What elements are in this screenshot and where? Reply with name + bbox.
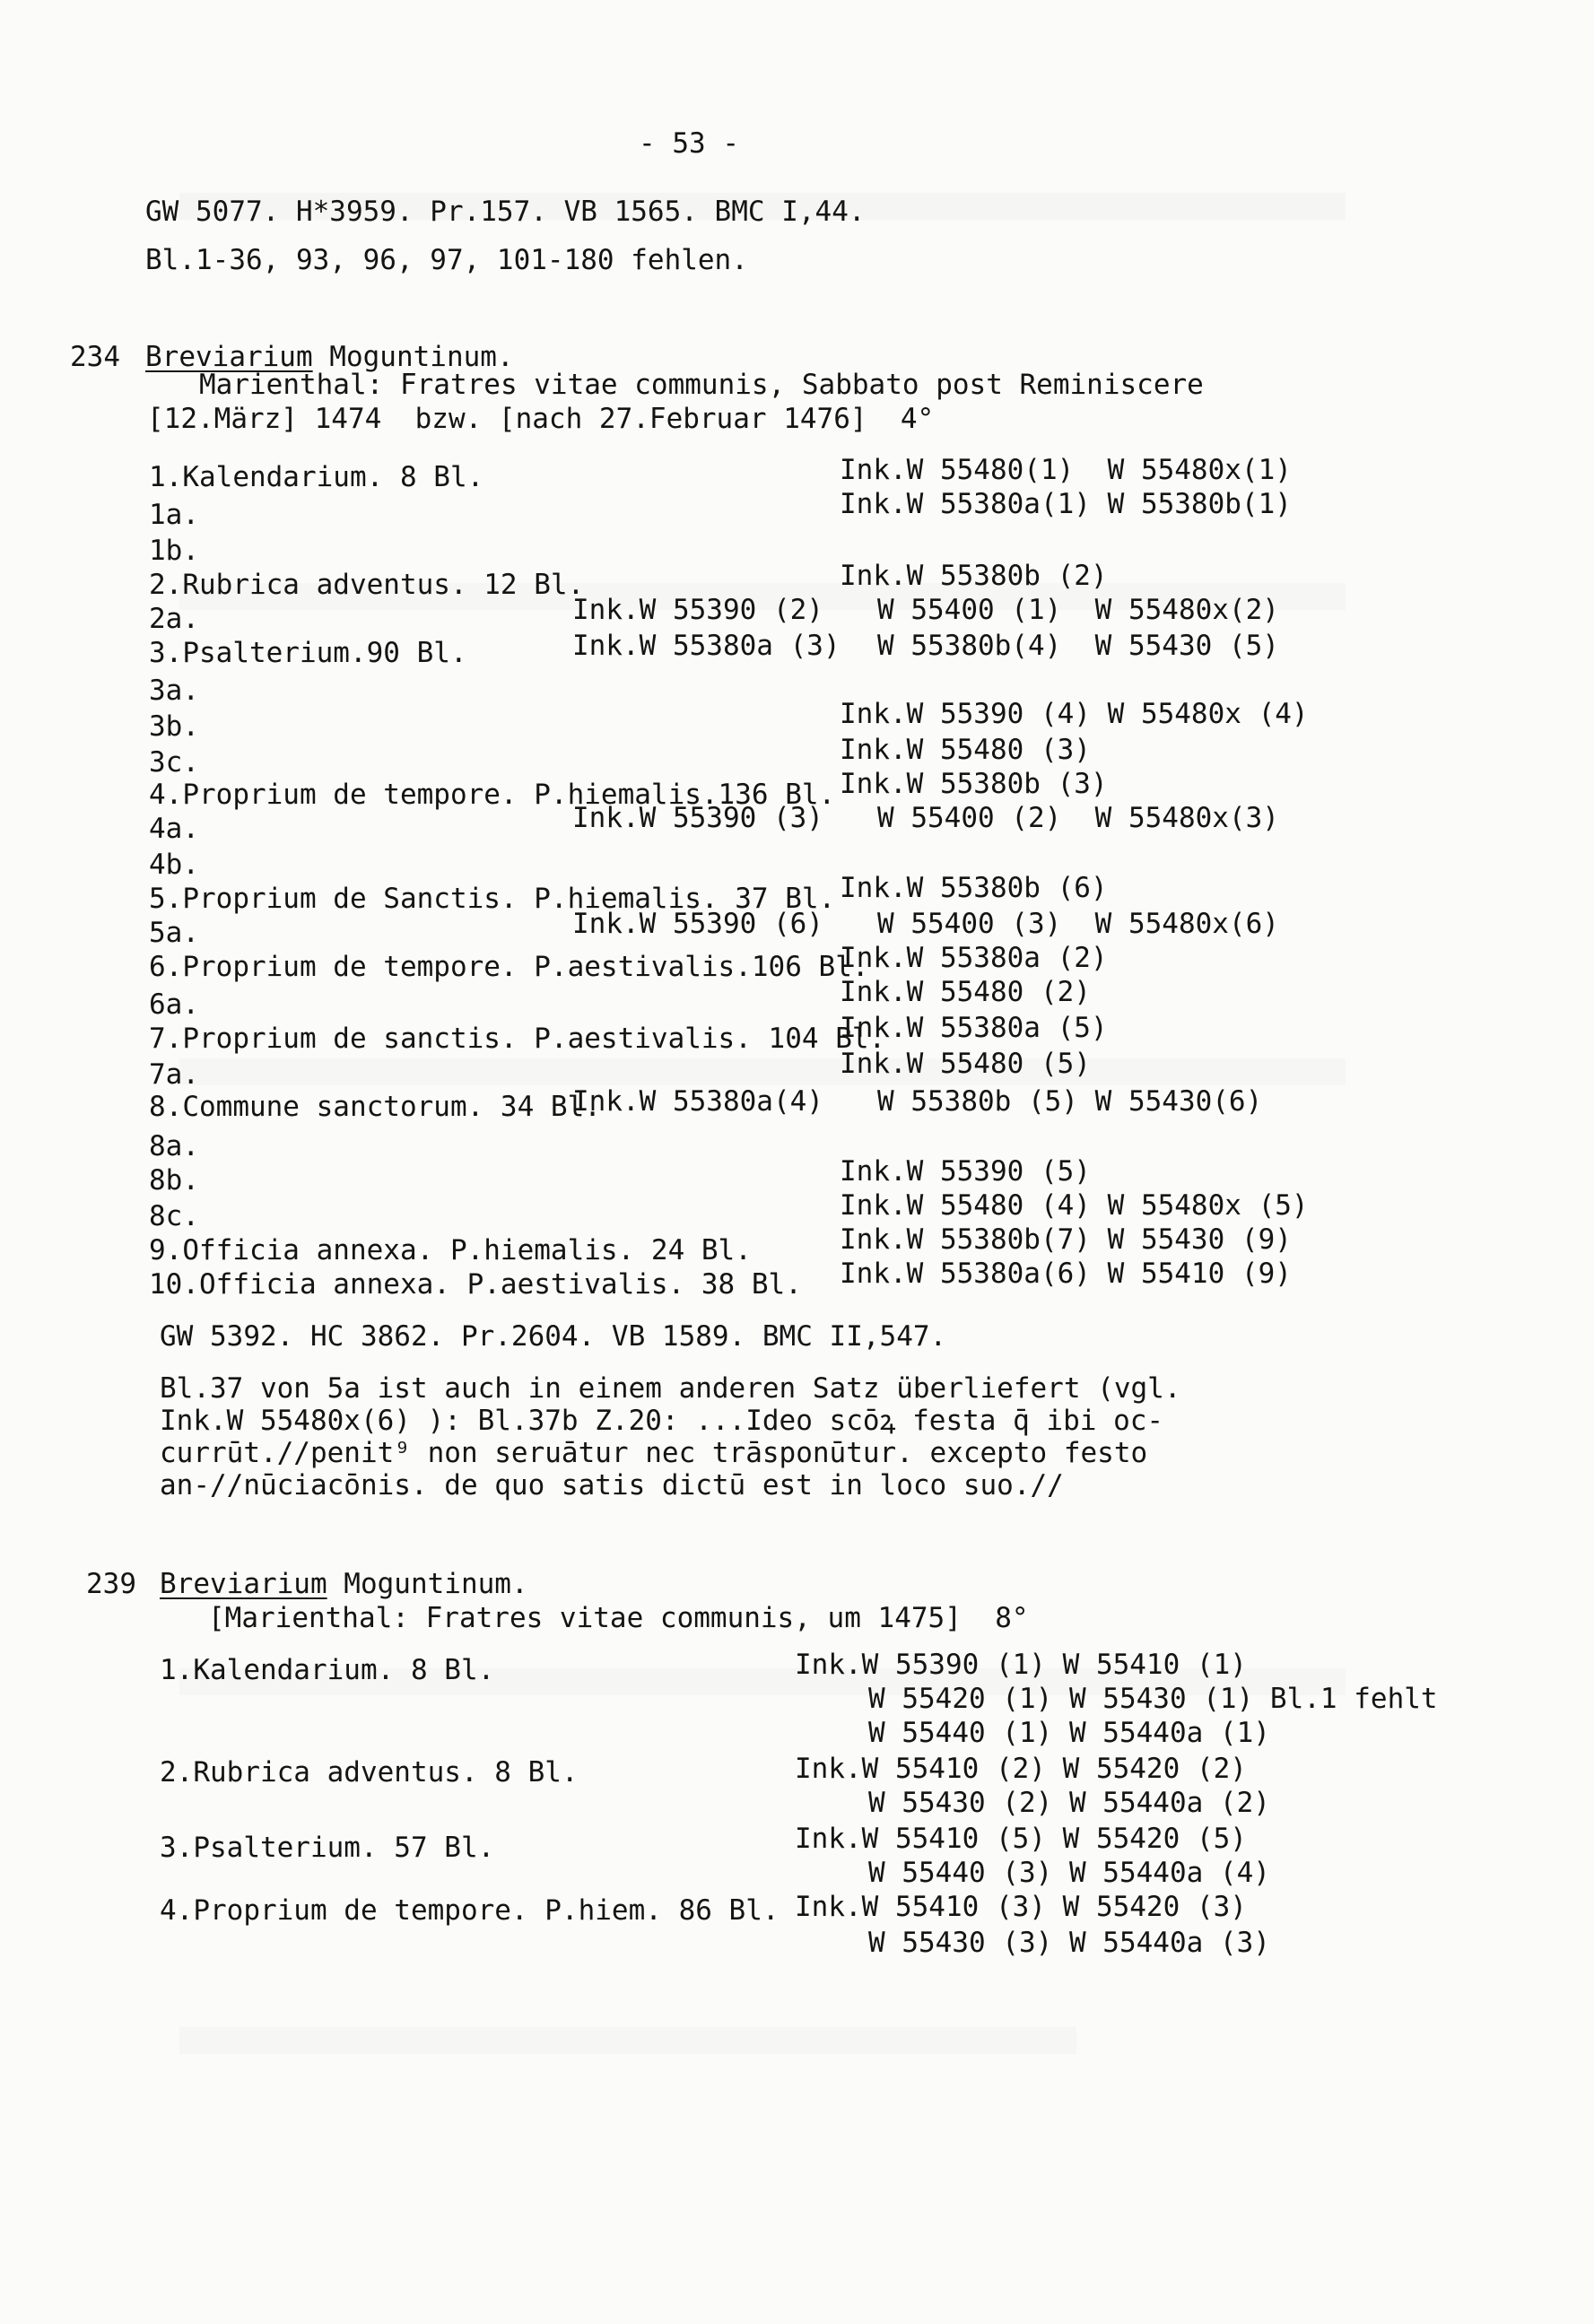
header-refs: GW 5077. H*3959. Pr.157. VB 1565. BMC I,44. bbox=[145, 196, 866, 228]
copy-list: W 55430 (3) W 55440a (3) bbox=[868, 1927, 1270, 1959]
copy-list-mid: Ink.W 55380a(4) bbox=[572, 1085, 823, 1118]
header-missing-leaves: Bl.1-36, 93, 96, 97, 101-180 fehlen. bbox=[145, 244, 748, 276]
copy-list: W 55440 (1) W 55440a (1) bbox=[868, 1717, 1270, 1749]
part-label: 4.Proprium de tempore. P.hiem. 86 Bl. bbox=[160, 1894, 780, 1927]
copy-list: W 55430 (2) W 55440a (2) bbox=[868, 1787, 1270, 1819]
copy-list: W 55400 (2) W 55480x(3) bbox=[877, 802, 1279, 834]
copy-list: Ink.W 55380b (2) bbox=[840, 560, 1108, 592]
entry-imprint-2: [12.März] 1474 bzw. [nach 27.Februar 1476] 4° bbox=[147, 403, 935, 435]
note-line: an-//nūciacōnis. de quo satis dictū est in loco suo.// bbox=[160, 1469, 1064, 1501]
copy-list: Ink.W 55380a(6) W 55410 (9) bbox=[840, 1258, 1292, 1290]
copy-list: Ink.W 55380b (6) bbox=[840, 872, 1108, 904]
entry-title: Breviarium bbox=[145, 341, 313, 373]
part-label: 2.Rubrica adventus. 8 Bl. bbox=[160, 1756, 579, 1789]
part-label: 6.Proprium de tempore. P.aestivalis.106 Bl. bbox=[149, 951, 869, 983]
imprint-text: [Marienthal: Fratres vitae communis, um 1475] bbox=[208, 1602, 962, 1634]
part-label: 2a. bbox=[149, 603, 199, 635]
part-label: 2.Rubrica adventus. 12 Bl. bbox=[149, 569, 585, 601]
part-label: 8a. bbox=[149, 1130, 199, 1162]
part-label: 1b. bbox=[149, 535, 199, 567]
copy-list: Ink.W 55480 (4) W 55480x (5) bbox=[840, 1189, 1309, 1222]
copy-list: Ink.W 55380a (5) bbox=[840, 1012, 1108, 1044]
copy-list: Ink.W 55380a (2) bbox=[840, 942, 1108, 974]
entry-number: 239 bbox=[86, 1568, 136, 1600]
entry-imprint bbox=[208, 1602, 1029, 1634]
copy-list: Ink.W 55380a(1) W 55380b(1) bbox=[840, 488, 1292, 520]
part-label: 3.Psalterium.90 Bl. bbox=[149, 637, 467, 669]
copy-list: Ink.W 55390 (1) W 55410 (1) bbox=[795, 1649, 1247, 1681]
part-label: 5.Proprium de Sanctis. P.hiemalis. 37 Bl. bbox=[149, 883, 836, 915]
entry-title-rest: Moguntinum. bbox=[327, 1568, 528, 1600]
note-line: currūt.//penit⁹ non seruātur nec trāsponūtur. excepto festo bbox=[160, 1437, 1148, 1469]
entry-number: 234 bbox=[70, 341, 120, 373]
copy-list: Ink.W 55480 (5) bbox=[840, 1048, 1091, 1080]
note-line: Ink.W 55480x(6) ): Bl.37b Z.20: ...Ideo scōꝝ festa q̄ ibi oc- bbox=[160, 1405, 1164, 1437]
copy-list-mid: Ink.W 55390 (6) bbox=[572, 908, 823, 940]
part-label: 7.Proprium de sanctis. P.aestivalis. 104 Bl. bbox=[149, 1023, 886, 1055]
copy-list: W 55400 (1) W 55480x(2) bbox=[877, 594, 1279, 626]
copy-list-mid: Ink.W 55390 (3) bbox=[572, 802, 823, 834]
note-line: Bl.37 von 5a ist auch in einem anderen Satz überliefert (vgl. bbox=[160, 1372, 1181, 1405]
copy-list: W 55400 (3) W 55480x(6) bbox=[877, 908, 1279, 940]
part-label: 1.Kalendarium. 8 Bl. bbox=[149, 461, 484, 493]
part-label: 4b. bbox=[149, 849, 199, 881]
part-label: 8c. bbox=[149, 1200, 199, 1232]
copy-list: Ink.W 55380b (3) bbox=[840, 768, 1108, 800]
copy-list: W 55420 (1) W 55430 (1) Bl.1 fehlt bbox=[868, 1683, 1438, 1715]
copy-list: Ink.W 55410 (3) W 55420 (3) bbox=[795, 1891, 1247, 1923]
entry-imprint-1: Marienthal: Fratres vitae communis, Sabbato post Reminiscere bbox=[199, 369, 1204, 401]
copy-list: Ink.W 55410 (2) W 55420 (2) bbox=[795, 1753, 1247, 1785]
part-label: 4.Proprium de tempore. P.hiemalis.136 Bl. bbox=[149, 779, 836, 811]
part-label: 6a. bbox=[149, 988, 199, 1021]
part-label: 3a. bbox=[149, 675, 199, 707]
copy-list-mid: Ink.W 55390 (2) bbox=[572, 594, 823, 626]
bibliographic-refs: GW 5392. HC 3862. Pr.2604. VB 1589. BMC II,547. bbox=[160, 1320, 947, 1353]
part-label: 3.Psalterium. 57 Bl. bbox=[160, 1832, 495, 1864]
part-label: 8b. bbox=[149, 1164, 199, 1197]
copy-list: Ink.W 55480 (2) bbox=[840, 976, 1091, 1008]
entry-title: Breviarium bbox=[160, 1568, 327, 1600]
copy-list: W 55380b (5) W 55430(6) bbox=[877, 1085, 1263, 1118]
copy-list: Ink.W 55380b(7) W 55430 (9) bbox=[840, 1223, 1292, 1256]
entry-title-rest: Moguntinum. bbox=[312, 341, 514, 373]
part-label: 1.Kalendarium. 8 Bl. bbox=[160, 1654, 495, 1686]
page-number: - 53 - bbox=[639, 127, 739, 160]
part-label: 7a. bbox=[149, 1058, 199, 1091]
copy-list: W 55440 (3) W 55440a (4) bbox=[868, 1857, 1270, 1889]
part-label: 3c. bbox=[149, 746, 199, 779]
copy-list: Ink.W 55480 (3) bbox=[840, 734, 1091, 766]
entry-title-line bbox=[160, 1568, 528, 1600]
copy-list: W 55380b(4) W 55430 (5) bbox=[877, 630, 1279, 662]
copy-list: Ink.W 55390 (5) bbox=[840, 1155, 1091, 1188]
part-label: 1a. bbox=[149, 499, 199, 531]
copy-list: Ink.W 55480(1) W 55480x(1) bbox=[840, 454, 1292, 486]
part-label: 4a. bbox=[149, 813, 199, 845]
part-label: 3b. bbox=[149, 710, 199, 743]
copy-list: Ink.W 55410 (5) W 55420 (5) bbox=[795, 1823, 1247, 1855]
format: 8° bbox=[995, 1602, 1029, 1634]
part-label: 10.Officia annexa. P.aestivalis. 38 Bl. bbox=[149, 1268, 802, 1301]
part-label: 5a. bbox=[149, 917, 199, 949]
copy-list: Ink.W 55390 (4) W 55480x (4) bbox=[840, 698, 1309, 730]
part-label: 9.Officia annexa. P.hiemalis. 24 Bl. bbox=[149, 1234, 752, 1266]
part-label: 8.Commune sanctorum. 34 Bl. bbox=[149, 1091, 601, 1123]
copy-list-mid: Ink.W 55380a (3) bbox=[572, 630, 841, 662]
